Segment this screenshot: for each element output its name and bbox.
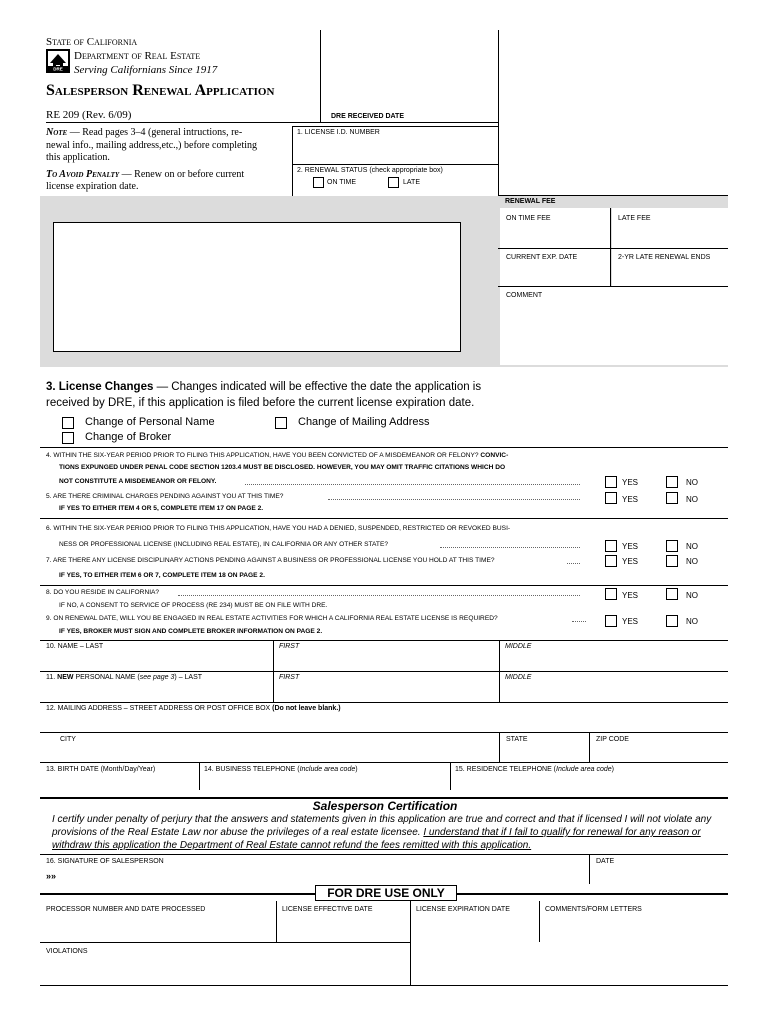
- late-fee-label: LATE FEE: [618, 215, 651, 222]
- q7-note: IF YES, TO EITHER ITEM 6 OR 7, COMPLETE ITEM 18 ON PAGE 2.: [59, 572, 265, 579]
- new-name-label: 11. NEW PERSONAL NAME (see page 3) – LAST: [46, 674, 203, 681]
- grid-rule-13: [40, 762, 728, 763]
- tagline: Serving Californians Since 1917: [74, 64, 218, 76]
- q6-no-checkbox[interactable]: [666, 540, 678, 552]
- renewal-status-label: 2. RENEWAL STATUS (check appropriate box): [297, 167, 443, 174]
- late-fee-box[interactable]: [612, 208, 728, 248]
- name-last-field[interactable]: [42, 653, 271, 670]
- new-name-last-field[interactable]: [42, 684, 271, 701]
- first-name-field[interactable]: [275, 653, 497, 670]
- state-name: State of California: [46, 36, 138, 48]
- section-rule-q6: [40, 518, 728, 519]
- q7-yes-checkbox[interactable]: [605, 555, 617, 567]
- q5-no-label: NO: [686, 495, 698, 504]
- dre-bottom-rule: [40, 985, 728, 986]
- dre-vline-2: [410, 901, 411, 985]
- q5-note: IF YES TO EITHER ITEM 4 OR 5, COMPLETE ITEM 17 ON PAGE 2.: [59, 505, 264, 512]
- dre-vline-3: [539, 901, 540, 942]
- penalty-block: To Avoid Penalty — Renew on or before current license expiration date.: [46, 169, 245, 192]
- dre-vline-1: [276, 901, 277, 942]
- fee-top-rule: [498, 195, 728, 196]
- license-id-field[interactable]: [300, 140, 495, 162]
- on-time-fee-box[interactable]: [500, 208, 610, 248]
- comments-form-letters-label: COMMENTS/FORM LETTERS: [545, 906, 642, 913]
- on-time-label: ON TIME: [327, 179, 357, 186]
- q5-text: 5. ARE THERE CRIMINAL CHARGES PENDING AGAINST YOU AT THIS TIME?: [46, 493, 284, 500]
- q9-dot-leader: [572, 621, 586, 622]
- state-field[interactable]: [501, 746, 587, 761]
- svg-text:DRE: DRE: [53, 66, 63, 72]
- q6-dot-leader: [440, 547, 580, 548]
- signature-label: 16. SIGNATURE OF SALESPERSON: [46, 858, 164, 865]
- signature-arrows: »»: [46, 871, 57, 881]
- birth-date-label: 13. BIRTH DATE (Month/Day/Year): [46, 766, 156, 773]
- first-name-label: FIRST: [279, 643, 300, 650]
- q4-no-checkbox[interactable]: [666, 476, 678, 488]
- comment-label: COMMENT: [506, 292, 543, 299]
- dre-received-date-label: DRE RECEIVED DATE: [331, 113, 404, 120]
- new-middle-name-field[interactable]: [501, 684, 727, 701]
- q9-note: IF YES, BROKER MUST SIGN AND COMPLETE BROKER INFORMATION ON PAGE 2.: [59, 628, 323, 635]
- q8-no-label: NO: [686, 591, 698, 600]
- new-middle-name-label: MIDDLE: [505, 674, 532, 681]
- late-label: LATE: [403, 179, 420, 186]
- q5-yes-checkbox[interactable]: [605, 492, 617, 504]
- grid-rule-12: [40, 702, 728, 703]
- certification-heading: Salesperson Certification: [312, 799, 458, 813]
- section-rule-3: [40, 447, 728, 448]
- signature-rule: [40, 854, 728, 855]
- grid-rule-11: [40, 671, 728, 672]
- q6-line2: NESS OR PROFESSIONAL LICENSE (INCLUDING REAL ESTATE), IN CALIFORNIA OR ANY OTHER STATE?: [59, 541, 389, 548]
- q9-yes-checkbox[interactable]: [605, 615, 617, 627]
- fee-divider-1: [610, 208, 611, 286]
- signature-vline: [589, 854, 590, 884]
- residence-phone-label: 15. RESIDENCE TELEPHONE (Include area code): [455, 766, 615, 773]
- zip-code-field[interactable]: [591, 746, 727, 761]
- dre-use-heading: FOR DRE USE ONLY: [315, 885, 457, 901]
- signature-field[interactable]: [62, 868, 587, 883]
- grid-rule-10: [40, 640, 728, 641]
- grid-vline-13b: [450, 762, 451, 790]
- right-panel-border: [498, 30, 499, 195]
- license-id-label: 1. LICENSE I.D. NUMBER: [297, 129, 380, 136]
- renewal-fee-label: RENEWAL FEE: [505, 198, 556, 205]
- q9-yes-label: YES: [622, 617, 639, 626]
- current-exp-label: CURRENT EXP. DATE: [506, 254, 578, 261]
- q4-no-label: NO: [686, 478, 698, 487]
- grid-vline-city-a: [499, 732, 500, 762]
- department-name: Department of Real Estate: [74, 50, 201, 62]
- address-window: [53, 222, 461, 352]
- q6-yes-label: YES: [622, 542, 639, 551]
- on-time-checkbox[interactable]: [313, 177, 324, 188]
- q6-yes-checkbox[interactable]: [605, 540, 617, 552]
- name-last-label: 10. NAME – LAST: [46, 643, 104, 650]
- change-broker-label: Change of Broker: [85, 431, 172, 443]
- q7-no-label: NO: [686, 557, 698, 566]
- q4-yes-label: YES: [622, 478, 639, 487]
- dre-mid-rule: [40, 942, 410, 943]
- note-block: Note — Read pages 3–4 (general intructions, re- newal info., mailing address,etc.,) before completing this application.: [46, 127, 258, 163]
- violations-label: VIOLATIONS: [46, 948, 88, 955]
- header-rule: [46, 122, 498, 123]
- q4-line3: NOT CONSTITUTE A MISDEMEANOR OR FELONY.: [59, 478, 217, 485]
- residence-phone-field[interactable]: [452, 776, 727, 789]
- license-changes-text: 3. License Changes — Changes indicated will be effective the date the application is received by DRE, if this application is filed before the current license expiration date.: [46, 381, 482, 409]
- change-mailing-address-label: Change of Mailing Address: [298, 416, 430, 428]
- q9-text: 9. ON RENEWAL DATE, WILL YOU BE ENGAGED IN REAL ESTATE ACTIVITIES FOR WHICH A CALIFORNIA REAL ESTATE LICENSE IS REQUIRED?: [46, 615, 498, 622]
- business-phone-label: 14. BUSINESS TELEPHONE (Include area code): [204, 766, 358, 773]
- q7-no-checkbox[interactable]: [666, 555, 678, 567]
- change-broker-checkbox[interactable]: [62, 432, 74, 444]
- q9-no-label: NO: [686, 617, 698, 626]
- q7-text: 7. ARE THERE ANY LICENSE DISCIPLINARY ACTIONS PENDING AGAINST A BUSINESS OR PROFESSIONAL LICENSE YOU HOLD AT THIS TIME?: [46, 557, 495, 564]
- middle-name-field[interactable]: [501, 653, 727, 670]
- q6-line1: 6. WITHIN THE SIX-YEAR PERIOD PRIOR TO FILING THIS APPLICATION, HAVE YOU HAD A DENIED, SUSPENDED, RESTRICTED OR REVOKED BUSI-: [46, 525, 511, 532]
- q8-dot-leader: [178, 595, 580, 596]
- q8-note: IF NO, A CONSENT TO SERVICE OF PROCESS (RE 234) MUST BE ON FILE WITH DRE.: [59, 602, 328, 609]
- q6-no-label: NO: [686, 542, 698, 551]
- zip-code-label: ZIP CODE: [596, 736, 629, 743]
- q4-yes-checkbox[interactable]: [605, 476, 617, 488]
- form-title: Salesperson Renewal Application: [46, 82, 275, 99]
- q5-no-checkbox[interactable]: [666, 492, 678, 504]
- q8-no-checkbox[interactable]: [666, 588, 678, 600]
- change-personal-name-checkbox[interactable]: [62, 417, 74, 429]
- top-divider: [320, 30, 321, 123]
- late-checkbox[interactable]: [388, 177, 399, 188]
- change-mailing-address-checkbox[interactable]: [275, 417, 287, 429]
- middle-name-label: MIDDLE: [505, 643, 532, 650]
- signature-date-field[interactable]: [591, 868, 727, 883]
- q9-no-checkbox[interactable]: [666, 615, 678, 627]
- mailing-address-field[interactable]: [42, 715, 727, 731]
- on-time-fee-label: ON TIME FEE: [506, 215, 551, 222]
- grid-vline-city-b: [589, 732, 590, 762]
- q7-yes-label: YES: [622, 557, 639, 566]
- new-first-name-field[interactable]: [275, 684, 497, 701]
- mailing-address-label: 12. MAILING ADDRESS – STREET ADDRESS OR POST OFFICE BOX (Do not leave blank.): [46, 705, 341, 712]
- q8-text: 8. DO YOU RESIDE IN CALIFORNIA?: [46, 589, 160, 596]
- dre-seal-icon: [46, 49, 70, 73]
- form-number: RE 209 (Rev. 6/09): [46, 109, 132, 121]
- grid-vline-13a: [199, 762, 200, 790]
- city-label: CITY: [60, 736, 76, 743]
- q8-yes-checkbox[interactable]: [605, 588, 617, 600]
- new-first-name-label: FIRST: [279, 674, 300, 681]
- birth-date-field[interactable]: [42, 776, 197, 789]
- q5-dot-leader: [328, 499, 580, 500]
- renewal-status-rule: [292, 164, 498, 165]
- city-field[interactable]: [42, 746, 497, 761]
- date-label: DATE: [596, 858, 615, 865]
- state-label: STATE: [506, 736, 528, 743]
- section-rule-q8: [40, 585, 728, 586]
- certification-text: I certify under penalty of perjury that the answers and statements given in this application are true and correct and that if licensed I will not violate any provisions of the Real Estate Law nor abuse the privileges of a real estate licensee. I understand that if I fail to qualify for renewal for any reason or withdraw this application the Department of Real Estate cannot refund the fees remitted with this application.: [52, 814, 712, 851]
- q7-dot-leader: [567, 563, 580, 564]
- license-expiration-label: LICENSE EXPIRATION DATE: [416, 906, 510, 913]
- grid-rule-city: [40, 732, 728, 733]
- license-id-rule: [292, 126, 498, 127]
- q5-yes-label: YES: [622, 495, 639, 504]
- late-renewal-ends-label: 2-YR LATE RENEWAL ENDS: [618, 254, 711, 261]
- processor-label: PROCESSOR NUMBER AND DATE PROCESSED: [46, 906, 206, 913]
- business-phone-field[interactable]: [201, 776, 448, 789]
- q4-dot-leader: [245, 484, 580, 485]
- q4-line1: 4. WITHIN THE SIX-YEAR PERIOD PRIOR TO FILING THIS APPLICATION, HAVE YOU BEEN CONVICTED OF A MISDEMEANOR OR FELONY? CONVIC-: [46, 452, 509, 459]
- q8-yes-label: YES: [622, 591, 639, 600]
- q4-line2: TIONS EXPUNGED UNDER PENAL CODE SECTION 1203.4 MUST BE DISCLOSED. HOWEVER, YOU MAY OMIT TRAFFIC CITATIONS WHICH DO: [59, 464, 506, 471]
- license-effective-label: LICENSE EFFECTIVE DATE: [282, 906, 373, 913]
- license-id-left: [292, 126, 293, 196]
- change-personal-name-label: Change of Personal Name: [85, 416, 215, 428]
